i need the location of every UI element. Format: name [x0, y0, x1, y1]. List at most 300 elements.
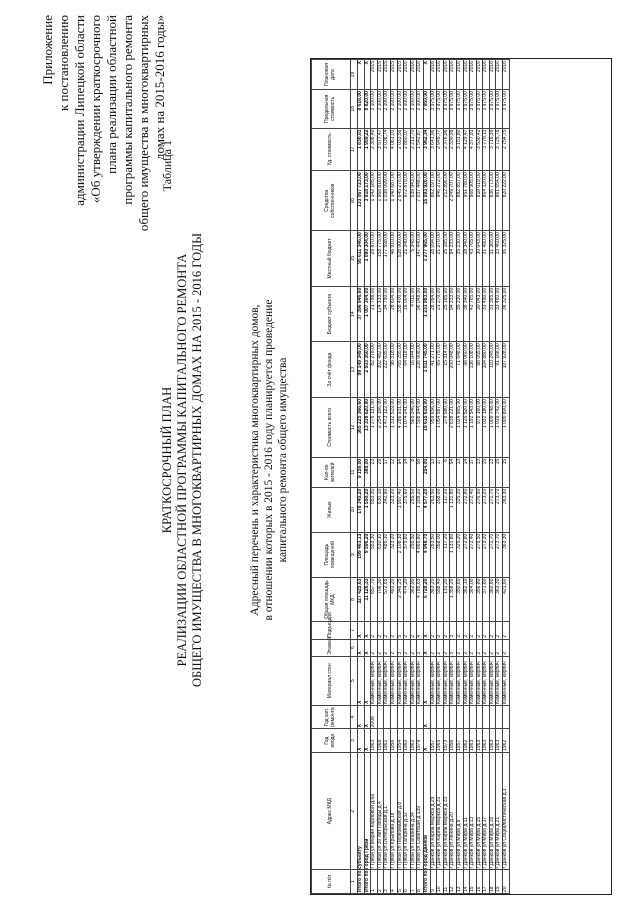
table-cell: 1 007 304,00 — [364, 286, 371, 342]
table-cell: Итого по Город Грязи — [363, 838, 370, 892]
table-cell: 98 055,00 — [476, 342, 483, 398]
table-cell: 4 286 931,00 — [397, 397, 404, 457]
table-cell: 3 036,74 — [384, 128, 391, 171]
table-cell: 2 — [371, 622, 378, 639]
column-header: Адрес МКД — [312, 752, 351, 870]
table-number: Таблица 1 — [160, 140, 174, 192]
table-cell: 7 950,00 — [423, 90, 430, 128]
table-cell: 131,20 — [443, 577, 450, 622]
table-cell: 16 — [476, 870, 483, 894]
table-cell: Х — [423, 60, 430, 90]
table-cell: 31 365,00 — [489, 231, 496, 287]
table-cell: 1963 — [470, 729, 477, 753]
table-cell: 1957 — [430, 729, 437, 753]
table-cell: 1968 — [377, 729, 384, 753]
table-cell: 177 598,00 — [384, 231, 391, 287]
table-cell: 360,80 — [489, 577, 496, 622]
table-cell — [397, 705, 404, 729]
table-cell: 2015 — [377, 60, 384, 90]
table-cell: 4 865,60 — [417, 532, 424, 577]
table-cell: 3 716,39 — [489, 128, 496, 171]
table-cell: 302 482,00 — [377, 342, 384, 398]
table-cell: 1 126 520,00 — [463, 397, 470, 457]
column-header: Общая площадь МКД — [312, 577, 351, 622]
table-cell: 23 — [371, 457, 378, 487]
table-cell: 572,65 — [384, 577, 391, 622]
appendix-line: Приложение — [40, 15, 55, 85]
table-cell: 1 959,22 — [364, 128, 371, 171]
table-cell: 976 160,00 — [476, 397, 483, 457]
table-cell: 2 254 166,00 — [377, 397, 384, 457]
table-cell: 836 773,00 — [489, 171, 496, 231]
table-cell: Х — [364, 639, 371, 656]
table-cell: 356,80 — [476, 577, 483, 622]
table-cell: 2016 — [430, 60, 437, 90]
table-cell: 18 — [489, 870, 496, 894]
table-cell: 323,20 — [390, 532, 397, 577]
table-cell: 2 — [430, 639, 437, 656]
table-cell: 2 249 707,00 — [450, 171, 457, 231]
table-cell: 485,10 — [384, 532, 391, 577]
table-cell: 41 271,00 — [430, 342, 437, 398]
column-header: № п/п — [312, 870, 351, 894]
table-cell: 1 358,20 — [450, 577, 457, 622]
column-index: 7 — [351, 622, 358, 639]
table-cell: 33 460,00 — [496, 286, 503, 342]
table-cell: г Данков ул Мира д.15 — [476, 752, 483, 870]
table-cell: 2 — [463, 639, 470, 656]
table-cell: 14 — [463, 870, 470, 894]
table-cell: 1 550,20 — [364, 487, 371, 532]
table-cell: 94 233,00 — [450, 286, 457, 342]
table-cell: 2 108,10 — [397, 532, 404, 577]
table-cell: 1973 — [443, 729, 450, 753]
table-cell: Каменные, кирпич — [410, 656, 417, 705]
header-row — [312, 60, 351, 894]
table-cell: 362,90 — [410, 577, 417, 622]
table-cell: 1 000 800,00 — [503, 397, 510, 457]
table-cell: 2 346,25 — [397, 577, 404, 622]
table-cell: 3 975,00 — [463, 90, 470, 128]
table-cell: 491,20 — [390, 577, 397, 622]
table-cell: 375,60 — [404, 487, 411, 532]
table-cell: 28 604,00 — [390, 286, 397, 342]
table-cell: 200 048,00 — [450, 342, 457, 398]
table-cell: 273,20 — [483, 487, 490, 532]
table-cell: 3 — [450, 639, 457, 656]
table-cell: 54 — [450, 457, 457, 487]
table-cell: 2 — [443, 622, 450, 639]
table-cell: 3 975,00 — [456, 90, 463, 128]
table-cell: 2 — [483, 622, 490, 639]
table-cell: 3 975,00 — [489, 90, 496, 128]
table-cell: г Грязи ул Гагарина д.34 — [410, 752, 417, 870]
table-cell: 1 231 983,00 — [423, 286, 430, 342]
table-cell: 1954 — [397, 729, 404, 753]
table-cell: Х — [358, 705, 365, 729]
table-cell: 3 975,00 — [483, 90, 490, 128]
table-cell: 1 830,01 — [358, 128, 365, 171]
table-cell: 2 — [384, 639, 391, 656]
column-header: Кол-во жителей — [312, 457, 351, 487]
table-cell: 1962 — [503, 729, 510, 753]
table-cell: Каменные, кирпич — [456, 656, 463, 705]
table-cell: 3 975,00 — [430, 90, 437, 128]
table-cell: 558,40 — [437, 577, 444, 622]
table-cell: 13 — [476, 457, 483, 487]
table-cell: 19 — [496, 870, 503, 894]
table-cell: 2 — [483, 639, 490, 656]
table-cell: 272,80 — [463, 487, 470, 532]
table-cell: 21 798,00 — [371, 286, 378, 342]
table-cell: 1956 — [390, 729, 397, 753]
table-cell: 15 — [470, 870, 477, 894]
table-cell: 3 975,00 — [450, 90, 457, 128]
table-cell: Каменные, кирпич — [450, 656, 457, 705]
table-cell: 630,10 — [377, 487, 384, 532]
column-index: 17 — [351, 128, 358, 171]
table-cell: Х — [364, 60, 371, 90]
table-cell: Каменные, кирпич — [371, 656, 378, 705]
table-cell: 2 — [489, 639, 496, 656]
table-cell: 11 — [443, 870, 450, 894]
table-cell: 117,20 — [443, 487, 450, 532]
table-cell: 17 — [470, 457, 477, 487]
table-cell: 273,70 — [496, 487, 503, 532]
table-cell: 4 129,47 — [463, 128, 470, 171]
table-cell: 178 345,20 — [358, 487, 365, 532]
table-cell: г Данков ул Мира д.17 — [483, 752, 490, 870]
table-cell: 96 048,00 — [417, 286, 424, 342]
table-cell — [404, 705, 411, 729]
table-cell: 350,60 — [456, 577, 463, 622]
table-cell: 3 918 173,00 — [364, 171, 371, 231]
table-cell: 3 975,00 — [443, 90, 450, 128]
table-cell: 1962 — [410, 729, 417, 753]
table-cell: Каменные, кирпич — [503, 656, 510, 705]
table-cell: 862 197,00 — [430, 171, 437, 231]
table-cell: 630,10 — [377, 532, 384, 577]
table-cell: 3 778,11 — [483, 128, 490, 171]
table-cell: 11 126,33 — [364, 577, 371, 622]
table-cell: Х — [423, 656, 430, 705]
column-header: Год ввода — [312, 729, 351, 753]
table-cell: 17 — [483, 870, 490, 894]
table-cell: 107 928,00 — [503, 342, 510, 398]
table-header — [312, 60, 358, 894]
table-cell: 272,40 — [470, 532, 477, 577]
column-header: Год кап. ремонта — [312, 705, 351, 729]
table-cell: 2016 — [404, 60, 411, 90]
column-header: Средства собственников — [312, 171, 351, 231]
appendix-line: администрации Липецкой области — [72, 15, 87, 206]
table-cell: 2016 — [470, 60, 477, 90]
column-header: За счёт фонда — [312, 342, 351, 398]
table-cell: 6 — [404, 870, 411, 894]
address-table-container — [310, 58, 612, 895]
table-cell: 82 278,00 — [371, 342, 378, 398]
table-cell: 30 043,00 — [476, 231, 483, 287]
table-cell: 31 365,00 — [489, 286, 496, 342]
table-cell: 91 168,00 — [496, 342, 503, 398]
table-cell: 13 — [430, 457, 437, 487]
table-cell: 1963 — [476, 729, 483, 753]
table-cell: 375,60 — [404, 532, 411, 577]
table-cell: 3 — [384, 870, 391, 894]
table-cell: 255,50 — [410, 487, 417, 532]
table-cell: 2016 — [476, 60, 483, 90]
column-index: 1 — [351, 870, 358, 894]
table-cell: 1 032 180,00 — [483, 397, 490, 457]
table-cell: 10 — [437, 870, 444, 894]
table-cell: 21 340,00 — [404, 231, 411, 287]
table-cell: г Грязи ул Гагарина д.32 — [404, 752, 411, 870]
table-cell: г Данков ул Карла Маркса д.31 — [437, 752, 444, 870]
table-cell: 2 376,96 — [443, 128, 450, 171]
table-cell: 37 396 946,60 — [358, 286, 365, 342]
table-cell: 36 325,00 — [503, 286, 510, 342]
table-cell: 7 — [410, 870, 417, 894]
table-cell — [456, 705, 463, 729]
table-cell: 38 340,00 — [463, 231, 470, 287]
table-cell: 276,50 — [476, 532, 483, 577]
table-cell: 263,50 — [430, 532, 437, 577]
table-cell: 272,40 — [470, 487, 477, 532]
table-cell: 3 962,34 — [423, 128, 430, 171]
table-cell: 2 — [470, 639, 477, 656]
table-cell — [390, 705, 397, 729]
table-cell: 29 870,00 — [371, 231, 378, 287]
table-cell: 226 008,00 — [417, 342, 424, 398]
table-cell: 13 — [456, 870, 463, 894]
column-index: 6 — [351, 639, 358, 656]
table-cell: г Грязи ул 30 лет Победы д.4 — [377, 752, 384, 870]
table-cell: 25 185,00 — [443, 231, 450, 287]
column-header: Плановая дата — [312, 60, 351, 90]
table-cell: Х — [423, 729, 430, 753]
table-cell: 12 — [390, 457, 397, 487]
column-header: Подъездов — [312, 622, 351, 639]
table-cell: Итого по субъекту — [357, 846, 363, 892]
table-cell: 13 338 620,90 — [364, 397, 371, 457]
table-cell: 222 635,00 — [384, 342, 391, 398]
column-index: 12 — [351, 397, 358, 457]
table-cell: 2 — [476, 622, 483, 639]
table-cell — [470, 705, 477, 729]
table-cell — [489, 705, 496, 729]
table-cell: 104 880,00 — [483, 342, 490, 398]
table-cell: 2 100,00 — [384, 90, 391, 128]
table-cell: 3 725,76 — [496, 128, 503, 171]
table-cell: 8 820,00 — [364, 90, 371, 128]
table-cell: 1963 — [489, 729, 496, 753]
table-cell: 1 276 131,00 — [371, 397, 378, 457]
table-cell: 15 314,00 — [443, 342, 450, 398]
table-cell: 323,20 — [390, 487, 397, 532]
column-index: 19 — [351, 60, 358, 90]
table-cell: 30 043,00 — [476, 286, 483, 342]
column-header: Предельная стоимость — [312, 90, 351, 128]
table-cell: 271,70 — [489, 532, 496, 577]
table-cell: 358,00 — [437, 487, 444, 532]
table-cell: 338 400,00 — [397, 286, 404, 342]
table-cell: Х — [364, 622, 371, 639]
table-cell: 553,30 — [371, 532, 378, 577]
table-cell: 2016 — [443, 60, 450, 90]
table-cell: 657,70 — [371, 577, 378, 622]
table-cell: 96 318,00 — [390, 342, 397, 398]
table-cell: Каменные, кирпич — [463, 656, 470, 705]
table-cell: Каменные, кирпич — [417, 656, 424, 705]
table-cell: 2 — [437, 639, 444, 656]
table-cell: 38 340,00 — [463, 286, 470, 342]
heading-line: ОБЩЕГО ИМУЩЕСТВА В МНОГОКВАРТИРНЫХ ДОМАХ НА 2015 - 2016 ГОДЫ — [190, 232, 204, 688]
table-cell: Каменные, кирпич — [470, 656, 477, 705]
table-cell: 272,80 — [463, 532, 470, 577]
table-row — [456, 60, 463, 894]
table-cell: 7 506 944,00 — [417, 397, 424, 457]
table-cell: 342,90 — [384, 487, 391, 532]
table-cell: 946 272,00 — [437, 171, 444, 231]
table-cell: 2016 — [450, 60, 457, 90]
table-cell: 1 142 185,00 — [371, 171, 378, 231]
table-cell: 553,30 — [371, 487, 378, 532]
table-cell: 2 — [430, 622, 437, 639]
table-cell: Х — [423, 639, 430, 656]
appendix-line: плана реализации областной — [104, 15, 119, 174]
table-cell: 4 377,91 — [470, 128, 477, 171]
table-cell: Каменные, кирпич — [437, 656, 444, 705]
table-cell: 19 615 619,00 — [423, 397, 430, 457]
table-cell: 2 — [384, 622, 391, 639]
table-cell: 1 — [371, 870, 378, 894]
table-cell: 2016 — [483, 60, 490, 90]
table-caption — [248, 230, 290, 690]
table-cell: 158 775,00 — [377, 231, 384, 287]
table-cell — [377, 705, 384, 729]
table-cell: Х — [358, 639, 365, 656]
table-cell: 117,20 — [443, 532, 450, 577]
table-cell: 2 100,00 — [397, 90, 404, 128]
table-cell: 538 000,00 — [397, 231, 404, 287]
table-cell: 2 306,40 — [371, 128, 378, 171]
table-cell: 1961 — [384, 729, 391, 753]
table-cell: 8 616,00 — [358, 90, 365, 128]
column-header: Площадь помещений — [312, 532, 351, 577]
table-cell: 2 — [470, 622, 477, 639]
table-cell: 271,70 — [489, 487, 496, 532]
table-cell: г Данков ул Мира д.21 — [496, 752, 503, 870]
table-cell: 327 425,63 — [358, 577, 365, 622]
table-cell: 2008 — [371, 705, 378, 729]
table-cell: 2 — [496, 639, 503, 656]
table-cell: г Данков ул Мира д.19 — [489, 752, 496, 870]
table-cell: 539 943,00 — [410, 171, 417, 231]
table-cell: 4 948,70 — [423, 532, 430, 577]
table-cell: 136 108,00 — [470, 342, 477, 398]
column-index: 9 — [351, 532, 358, 577]
table-cell: 5 348,00 — [410, 231, 417, 287]
table-cell: г Грязи ул Советская д.139 — [417, 752, 424, 870]
table-cell: Х — [358, 622, 365, 639]
table-cell: 147 440,00 — [417, 231, 424, 287]
table-cell: 1 019 742,00 — [496, 397, 503, 457]
table-cell: 31 490,00 — [483, 231, 490, 287]
table-cell: г Грязи ул Марии Карловой д.6а — [371, 752, 378, 870]
heading-title: КРАТКОСРОЧНЫЙ ПЛАН — [160, 386, 174, 534]
table-cell: 1 038 099,00 — [384, 171, 391, 231]
table-cell: 1 080 304,00 — [364, 231, 371, 287]
table-cell: 2 — [390, 639, 397, 656]
table-cell: г Данков ул Ленина д.20 — [450, 752, 457, 870]
table-cell: 17 — [437, 457, 444, 487]
table-cell — [430, 705, 437, 729]
table-cell: 2 — [377, 870, 384, 894]
table-cell: 882 857,00 — [456, 171, 463, 231]
table-cell: 6 728,20 — [423, 577, 430, 622]
table-cell: 15 593 926,00 — [423, 171, 430, 231]
table-cell: 1 024 965,00 — [456, 397, 463, 457]
table-cell: 12 — [450, 870, 457, 894]
table-cell: 46 910,00 — [390, 231, 397, 287]
table-cell: г Данков ул Мира д.11 — [463, 752, 470, 870]
table-cell: 1965 — [437, 729, 444, 753]
table-cell: г Данков ул Карла Маркса д.33 — [443, 752, 450, 870]
table-cell: 363,20 — [430, 577, 437, 622]
address-table — [311, 59, 510, 894]
table-cell: 864 320,00 — [483, 171, 490, 231]
table-cell: 14 — [404, 457, 411, 487]
table-cell — [463, 705, 470, 729]
table-cell: 29 — [377, 457, 384, 487]
table-cell: 4 — [390, 870, 397, 894]
table-cell: Каменные, кирпич — [397, 656, 404, 705]
table-cell: 35 230,00 — [456, 231, 463, 287]
table-cell: 389,00 — [364, 457, 371, 487]
table-cell: 2 — [390, 622, 397, 639]
table-cell: 98 060,00 — [463, 342, 470, 398]
table-cell: 20 — [503, 870, 510, 894]
column-index: 14 — [351, 286, 358, 342]
table-cell: 2016 — [437, 60, 444, 90]
table-cell: 3 151,80 — [456, 128, 463, 171]
table-cell: 1957 — [456, 729, 463, 753]
table-cell: Х — [364, 656, 371, 705]
table-cell: 2 — [456, 639, 463, 656]
table-cell: Каменные, кирпич — [404, 656, 411, 705]
table-cell — [476, 705, 483, 729]
table-cell: 2 330,99 — [450, 128, 457, 171]
table-cell: 3 — [417, 639, 424, 656]
table-cell: 5 — [397, 622, 404, 639]
table-cell: Х — [423, 622, 430, 639]
table-cell: 1 907,40 — [397, 487, 404, 532]
table-cell: 2016 — [417, 60, 424, 90]
table-cell: 2 100,00 — [410, 90, 417, 128]
table-cell: 362,10 — [463, 577, 470, 622]
table-cell: 3 975,00 — [503, 90, 510, 128]
heading-line: РЕАЛИЗАЦИИ ОБЛАСТНОЙ ПРОГРАММЫ КАПИТАЛЬНОГО РЕМОНТА — [175, 253, 189, 667]
table-cell: 16 004,00 — [404, 286, 411, 342]
table-cell: 4 785,63 — [417, 577, 424, 622]
table-cell: 1 312 519,00 — [390, 397, 397, 457]
table-cell — [443, 705, 450, 729]
table-cell: 95 611 346,00 — [358, 231, 365, 287]
table-cell: 8 — [417, 870, 424, 894]
table-cell: 2015 — [390, 60, 397, 90]
table-cell: 15 — [483, 457, 490, 487]
table-cell: 371,60 — [483, 577, 490, 622]
